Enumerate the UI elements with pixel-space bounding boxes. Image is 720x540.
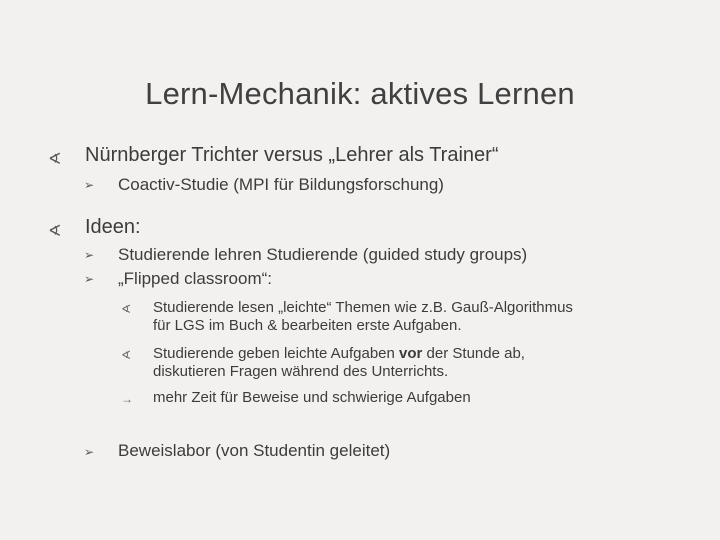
sub-bullet-text: Studierende geben leichte Aufgaben vor der Stunde ab, diskutieren Fragen während des Unterrichts. <box>153 345 525 380</box>
angle-bullet-icon: ∢ <box>121 348 132 362</box>
arrowhead-bullet-icon: ➢ <box>84 445 95 459</box>
bullet-text: Ideen: <box>85 216 141 238</box>
bullet-text: Beweislabor (von Studentin geleitet) <box>118 441 391 460</box>
bullet-text: „Flipped classroom“: <box>118 269 272 288</box>
arrowhead-bullet-icon: ➢ <box>84 248 95 262</box>
angle-bullet-icon: ∢ <box>48 151 62 168</box>
angle-bullet-icon: ∢ <box>48 223 62 240</box>
slide-title: Lern-Mechanik: aktives Lernen <box>145 76 575 111</box>
angle-bullet-icon: ∢ <box>121 302 132 316</box>
arrowhead-bullet-icon: ➢ <box>84 178 95 192</box>
arrowhead-bullet-icon: ➢ <box>84 272 95 286</box>
bullet-text: Studierende lehren Studierende (guided study groups) <box>118 245 528 264</box>
arrow-right-icon: → <box>121 392 133 406</box>
bullet-text: Coactiv-Studie (MPI für Bildungsforschung) <box>118 175 444 194</box>
sub-bullet-text: mehr Zeit für Beweise und schwierige Aufgaben <box>153 389 471 406</box>
bullet-text: Nürnberger Trichter versus „Lehrer als Trainer“ <box>85 144 499 166</box>
sub-bullet-text: Studierende lesen „leichte“ Themen wie z.B. Gauß-Algorithmus für LGS im Buch & bearbeiten erste Aufgaben. <box>153 299 573 334</box>
